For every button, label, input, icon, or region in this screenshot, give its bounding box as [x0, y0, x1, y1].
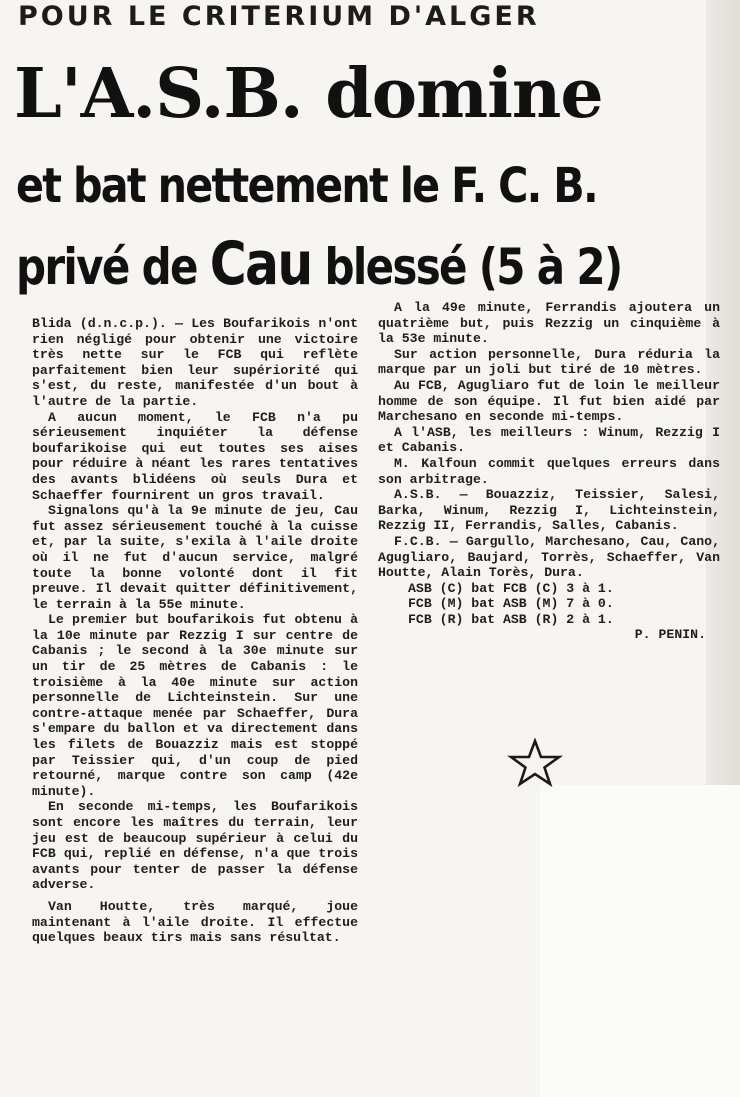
paragraph: En seconde mi-temps, les Boufarikois sont encore les maîtres du terrain, leur jeu est de beaucoup supérieur à celui du FCB qui, replié en défense, n'a que trois avants pour tenter de passer la défense adverse. [32, 799, 358, 893]
paragraph: Le premier but boufarikois fut obtenu à la 10e minute par Rezzig I sur centre de Cabanis ; le second à la 30e minute sur un tir de 25 mètres de Cabanis : le troisième à la 40e minute sur action personnelle de Lichteinstein. Sur une contre-attaque menée par Schaeffer, Dura s'empare du ballon et va directement dans les filets de Bouazziz mais est stoppé par Teissier qui, d'un coup de pied retourné, marque contre son camp (42e minute). [32, 612, 358, 799]
star-icon [506, 738, 564, 788]
paragraph: M. Kalfoun commit quelques erreurs dans son arbitrage. [378, 455, 720, 487]
deck-line-2-name: Cau [209, 229, 312, 299]
score-line: FCB (M) bat ASB (M) 7 à 0. [408, 596, 614, 612]
headline: L'A.S.B. domine [14, 54, 603, 134]
paragraph: Signalons qu'à la 9e minute de jeu, Cau fut assez sérieusement touché à la cuisse et, par la suite, s'exila à l'aile droite où il ne fut d'aucun service, malgré toute la bonne volonté dont il fit preuve. Il devait quitter définitivement, le terrain à la 55e minute. [32, 503, 358, 612]
article-column-1 [32, 316, 358, 946]
paragraph: A la 49e minute, Ferrandis ajoutera un quatrième but, puis Rezzig un cinquième à la 53e minute. [378, 300, 720, 347]
lineup-fcb: F.C.B. — Gargullo, Marchesano, Cau, Cano, Agugliaro, Baujard, Torrès, Schaeffer, Van Houtte, Alain Torès, Dura. [378, 533, 720, 581]
paragraph: Blida (d.n.c.p.). — Les Boufarikois n'ont rien négligé pour obtenir une victoire très nette sur le FCB qui reflète parfaitement bien leur supériorité qui s'est, du reste, manifestée d'un bout à l'autre de la partie. [32, 316, 358, 409]
paragraph: A aucun moment, le FCB n'a pu sérieusement inquiéter la défense boufarikoise qui eut toutes ses aises pour réduire à néant les rares tentatives des avants blidéens où seuls Dura et Schaeffer fournirent un gros travail. [32, 409, 358, 503]
byline-signature: P. PENIN. [634, 627, 706, 643]
paragraph: Van Houtte, très marqué, joue maintenant à l'aile droite. Il effectue quelques beaux tirs mais sans résultat. [32, 898, 358, 946]
paragraph: Au FCB, Agugliaro fut de loin le meilleur homme de son équipe. Il fut bien aidé par Marchesano en seconde mi-temps. [378, 377, 720, 425]
lineup-asb: A.S.B. — Bouazziz, Teissier, Salesi, Barka, Winum, Rezzig I, Lichteinstein, Rezzig II, Ferrandis, Salles, Cabanis. [378, 487, 720, 534]
score-line: ASB (C) bat FCB (C) 3 à 1. [408, 580, 614, 596]
paragraph: Sur action personnelle, Dura réduria la marque par un joli but tiré de 10 mètres. [378, 346, 720, 378]
deck-line-1: et bat nettement le F. C. B. [16, 158, 597, 214]
deck-line-2-start: privé de [16, 238, 210, 296]
deck-line-2-end: blessé (5 à 2) [311, 238, 622, 296]
deck-line-2 [16, 226, 621, 305]
kicker: POUR LE CRITERIUM D'ALGER [18, 1, 540, 32]
paragraph: A l'ASB, les meilleurs : Winum, Rezzig I et Cabanis. [378, 424, 720, 456]
score-line: FCB (R) bat ASB (R) 2 à 1. [408, 611, 614, 627]
blank-area [540, 785, 740, 1097]
article-column-2 [378, 300, 720, 643]
